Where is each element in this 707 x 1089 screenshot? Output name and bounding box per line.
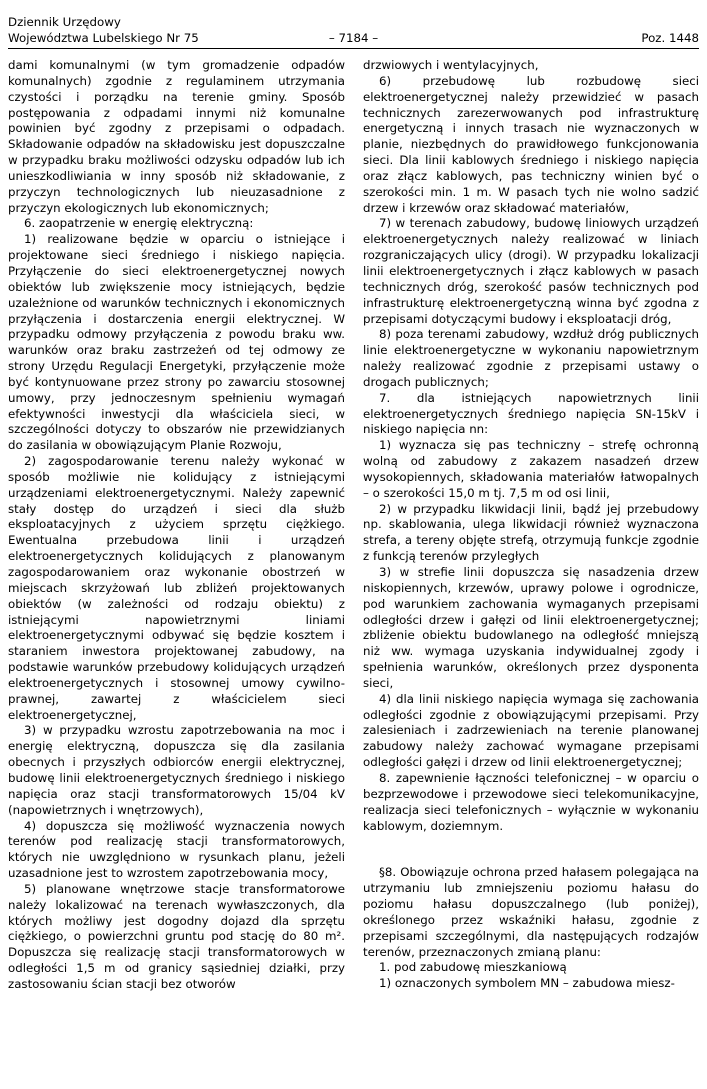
paragraph: 1. pod zabudowę mieszkaniową <box>379 960 567 975</box>
paragraph: 3) w strefie linii dopuszcza się nasadzenia drzew niskopiennych, krzewów, uprawy polowe i ogrodnicze, pod warunkiem zachowania wymaganych przepisami odległości drzew i gałęzi od linii elektroenergetycznej; zbliżenie obiektu budowlanego na odległość mniejszą niż ww. wymaga uzyskania indywidualnej zgody i spełnienia warunków, określonych przez dysponenta sieci, <box>363 565 699 690</box>
paragraph: 1) oznaczonych symbolem MN – zabudowa miesz- <box>379 976 675 991</box>
page-header <box>8 14 699 49</box>
paragraph: 1) wyznacza się pas techniczny – strefę ochronną wolną od zabudowy z zakazem nasadzeń drzew wysokopiennych, składowania materiałów łatwopalnych – o szerokości 15,0 m tj. 7,5 m od osi linii, <box>363 438 699 500</box>
paragraph: 2) w przypadku likwidacji linii, bądź jej przebudowy np. skablowania, ulega likwidacji również wyznaczona strefa, a tereny objęte strefą, otrzymują funkcje zgodnie z funkcją terenów przyległych <box>363 501 699 564</box>
paragraph: 6. zaopatrzenie w energię elektryczną: <box>24 216 254 231</box>
paragraph: 7. dla istniejących napowietrznych linii elektroenergetycznych średniego napięcia SN-15kV i niskiego napięcia nn: <box>363 390 699 437</box>
paragraph: 8) poza terenami zabudowy, wzdłuż dróg publicznych linie elektroenergetyczne w wykonaniu napowietrznym należy realizować zgodnie z przepisami ustawy o drogach publicznych; <box>363 327 699 389</box>
paragraph: 4) dla linii niskiego napięcia wymaga się zachowania odległości zgodnie z obowiązującymi przepisami. Przy zalesieniach i zadrzewieniach na terenie planowanej zabudowy należy zachować wymagane przepisami odległości gałęzi i drzew od linii elektroenergetycznej; <box>363 691 699 770</box>
paragraph: dami komunalnymi (w tym gromadzenie odpadów komunalnych) zgodnie z regulaminem utrzymania czystości i porządku na terenie gminy. Sposób postępowania z odpadami innymi niż komunalne powinien być zgodny z przepisami o odpadach. Składowanie odpadów na składowisku jest dopuszczalne w przypadku braku możliwości odzysku odpadów lub ich unieszkodliwiania w inny sposób niż składowanie, z przyczyn technologicznych lub nieuzasadnione z przyczyn ekologicznych lub ekonomicznych; <box>8 58 345 215</box>
section-paragraph: §8. Obowiązuje ochrona przed hałasem polegająca na utrzymaniu lub zmniejszeniu poziomu hałasu do poziomu hałasu dopuszczalnego (lub poniżej), określonego przez wskaźniki hałasu, zgodnie z przepisami szczególnymi, dla następujących rodzajów terenów, przeznaczonych zmianą planu: <box>363 865 699 959</box>
paragraph: 1) realizowane będzie w oparciu o istniejące i projektowane sieci średniego i niskiego napięcia. Przyłączenie do sieci elektroenergetycznej nowych obiektów lub zwiększenie mocy istniejących, będzie uzależnione od warunków technicznych i ekonomicznych przyłączenia i dostarczenia energii elektrycznej. W przypadku odmowy przyłączenia z powodu braku ww. warunków oraz braku zastrzeżeń od tej odmowy ze strony Urzędu Regulacji Energetyki, przyłączenie może być kontynuowane przez strony po zawarciu stosownej umowy, przy jednoczesnym spełnieniu wymagań efektywności inwestycji dla właściciela sieci, w szczególności dotyczy to obszarów nie przewidzianych do zasilania w obowiązującym Planie Rozwoju, <box>8 232 345 453</box>
paragraph: drzwiowych i wentylacyjnych, <box>363 58 539 72</box>
paragraph: 5) planowane wnętrzowe stacje transformatorowe należy lokalizować na terenach wywłaszczonych, dla których możliwy jest dogodny dojazd dla sprzętu ciężkiego, o powierzchni gruntu pod stację do 80 m². Dopuszcza się realizację stacji transformatorowych w odległości 1,5 m od granicy sąsiedniej działki, przy zastosowaniu ścian stacji bez otworów <box>8 881 345 991</box>
position-number: Poz. 1448 <box>641 31 699 45</box>
paragraph: 4) dopuszcza się możliwość wyznaczenia nowych terenów pod realizację stacji transformatorowych, których nie uwzględniono w rysunkach planu, jeżeli uzasadnione jest to wzrostem zapotrzebowania mocy, <box>8 818 345 881</box>
paragraph: 8. zapewnienie łączności telefonicznej – w oparciu o bezprzewodowe i przewodowe sieci telekomunikacyjne, realizacja sieci telefonicznych – wyłącznie w wykonaniu kablowym, doziemnym. <box>363 770 699 833</box>
journal-name: Dziennik Urzędowy <box>8 15 121 29</box>
paragraph: 7) w terenach zabudowy, budowę liniowych urządzeń elektroenergetycznych należy realizować w liniach rozgraniczających ulicy (drogi). W przypadku lokalizacji linii elektroenergetycznych i złącz kablowych w pasach technicznych dróg, szerokość pasów technicznych pod infrastrukturę elektroenergetyczną winna być zgodna z przepisami dotyczącymi budowy i eksploatacji dróg, <box>363 216 699 326</box>
left-column <box>8 58 345 1081</box>
page-number: – 7184 – <box>328 31 379 45</box>
paragraph: 6) przebudowę lub rozbudowę sieci elektroenergetycznej należy przewidzieć w pasach technicznych zarezerwowanych pod infrastrukturę energetyczną i innych trasach nie wyznaczonych w planie, niezbędnych do prawidłowego funkcjonowania sieci. Dla linii kablowych średniego i niskiego napięcia oraz złącz kablowych, pas techniczny winien być o szerokości min. 1 m. W pasach tych nie wolno sadzić drzew i krzewów oraz składować materiałów, <box>363 73 699 215</box>
right-column <box>363 58 699 1081</box>
paragraph: 3) w przypadku wzrostu zapotrzebowania na moc i energię elektryczną, dopuszcza się dla zasilania obecnych i przyszłych odbiorców energii elektrycznej, budowę linii elektroenergetycznych średniego i niskiego napięcia oraz stacji transformatorowych 15/04 kV (napowietrznych i wnętrzowych), <box>8 723 345 817</box>
paragraph: 2) zagospodarowanie terenu należy wykonać w sposób możliwie nie kolidujący z istniejącymi urządzeniami elektroenergetycznymi. Należy zapewnić stały dostęp do urządzeń i sieci dla służb eksploatacyjnych z użyciem sprzętu ciężkiego. Ewentualna przebudowa linii i urządzeń elektroenergetycznych kolidujących z planowanym zagospodarowaniem oraz wykonanie obostrzeń w miejscach skrzyżowań lub zbliżeń projektowanych obiektów (w zależności od rodzaju obiektu) z istniejącymi napowietrznymi liniami elektroenergetycznymi odbywać się będzie kosztem i staraniem inwestora projektowanej zabudowy, na podstawie warunków przebudowy kolidujących urządzeń elektroenergetycznych i stosownej umowy cywilno-prawnej, zawartej z właścicielem sieci elektroenergetycznej, <box>8 454 345 722</box>
journal-issue: Województwa Lubelskiego Nr 75 <box>8 31 199 45</box>
